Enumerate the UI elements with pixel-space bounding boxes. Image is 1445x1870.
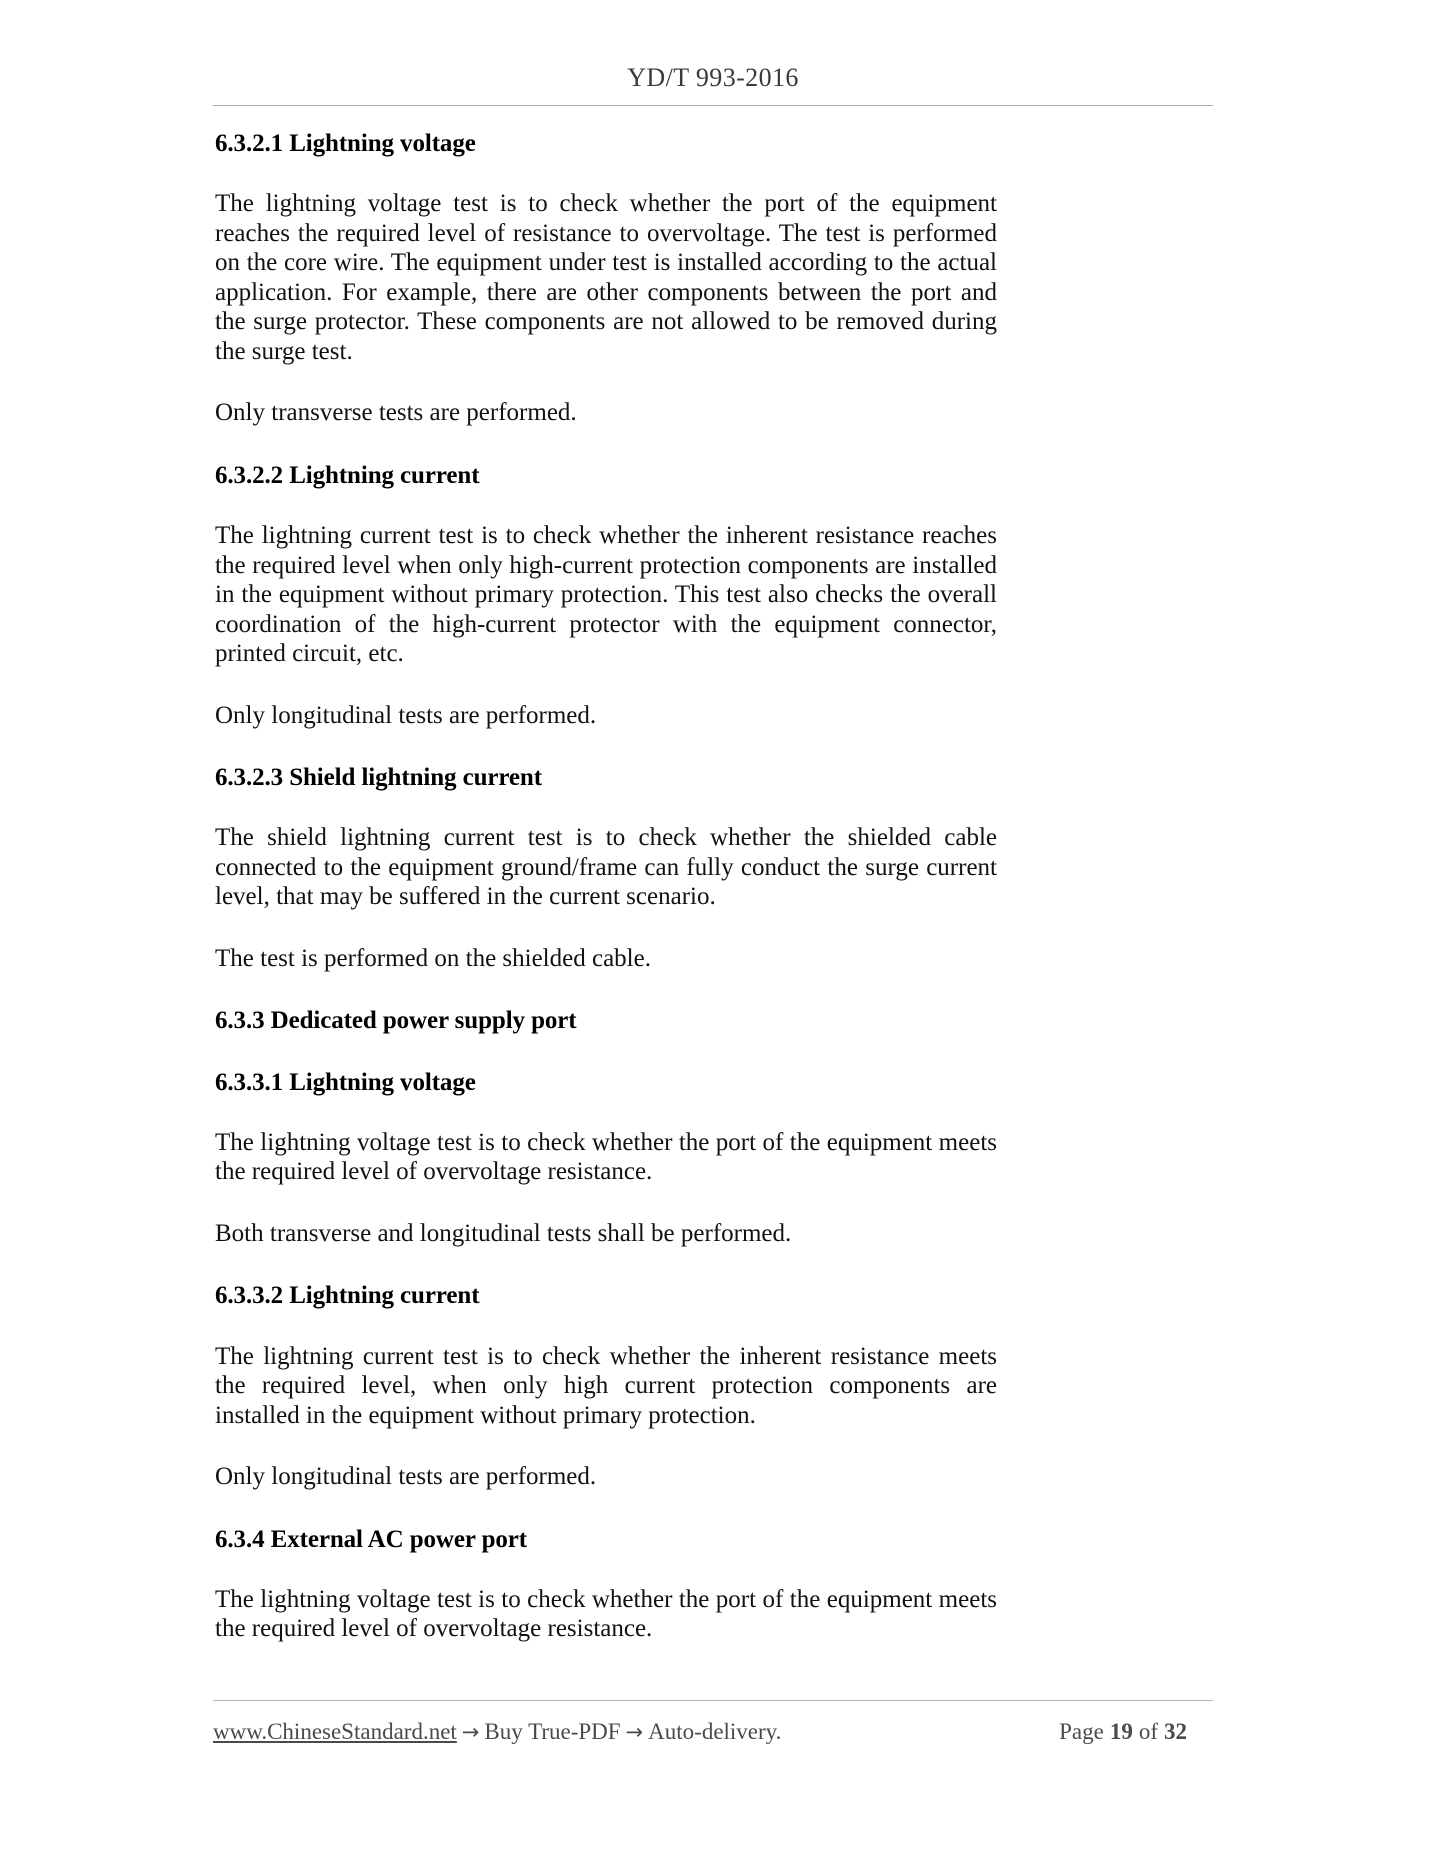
spacer: [215, 730, 997, 762]
paragraph-6-3-2-3-b: The test is performed on the shielded cable.: [215, 944, 651, 972]
header-divider: [213, 105, 1213, 106]
footer-delivery-text: Auto-delivery.: [648, 1719, 782, 1744]
section-heading-6-3-3-2: 6.3.3.2 Lightning current: [215, 1282, 480, 1310]
paragraph-6-3-2-2-a: The lightning current test is to check whether the inherent resistance reaches the required level when only high-current protection components are installed in the equipment without primary protection. This test also checks the overall coordination of the high-current protector with the equipment connector, printed circuit, etc.: [215, 522, 997, 667]
spacer: [215, 669, 997, 701]
footer-divider: [213, 1700, 1213, 1701]
paragraph-6-3-3-1-a: The lightning voltage test is to check whether the port of the equipment meets the required level of overvoltage resistance.: [215, 1128, 997, 1186]
section-heading-6-3-2-2: 6.3.2.2 Lightning current: [215, 461, 480, 489]
section-heading-6-3-3-1: 6.3.3.1 Lightning voltage: [215, 1068, 476, 1096]
document-standard-number: YD/T 993-2016: [627, 63, 799, 92]
footer-buy-text: Buy True-PDF: [484, 1719, 621, 1744]
paragraph-6-3-3-1-b: Both transverse and longitudinal tests shall be performed.: [215, 1219, 792, 1247]
page-header: [213, 62, 1213, 106]
spacer: [215, 366, 997, 398]
spacer: [215, 1492, 997, 1524]
section-heading-6-3-2-1: 6.3.2.1 Lightning voltage: [215, 130, 476, 157]
paragraph-6-3-2-1-b: Only transverse tests are performed.: [215, 399, 577, 427]
footer-promo: [213, 1719, 781, 1745]
paragraph-6-3-4-a: The lightning voltage test is to check whether the port of the equipment meets the required level of overvoltage resistance.: [215, 1585, 997, 1643]
document-content: [215, 128, 997, 1644]
spacer: [215, 428, 997, 460]
total-page-number: 32: [1164, 1719, 1187, 1744]
paragraph-6-3-2-2-b: Only longitudinal tests are performed.: [215, 701, 597, 729]
page-label: Page: [1059, 1719, 1104, 1744]
spacer: [215, 491, 997, 521]
spacer: [215, 973, 997, 1005]
spacer: [215, 1037, 997, 1067]
current-page-number: 19: [1109, 1719, 1133, 1744]
section-heading-6-3-2-3: 6.3.2.3 Shield lightning current: [215, 764, 542, 791]
section-heading-6-3-3: 6.3.3 Dedicated power supply port: [215, 1007, 577, 1035]
spacer: [215, 1187, 997, 1219]
spacer: [215, 1312, 997, 1342]
spacer: [215, 159, 997, 189]
section-heading-6-3-4: 6.3.4 External AC power port: [215, 1525, 527, 1553]
paragraph-6-3-3-2-a: The lightning current test is to check whether the inherent resistance meets the required level, when only high current protection components are installed in the equipment without primary protection.: [215, 1342, 997, 1429]
spacer: [215, 1098, 997, 1128]
spacer: [215, 793, 997, 823]
spacer: [215, 1248, 997, 1280]
page-footer: [213, 1700, 1213, 1745]
footer-row: [213, 1719, 1213, 1745]
paragraph-6-3-2-1-a: The lightning voltage test is to check whether the port of the equipment reaches the required level of resistance to overvoltage. The test is performed on the core wire. The equipment under test is installed according to the actual application. For example, there are other components between the port and the surge protector. These components are not allowed to be removed during the surge test.: [215, 190, 997, 365]
right-arrow-icon: →: [461, 1720, 480, 1744]
paragraph-6-3-2-3-a: The shield lightning current test is to check whether the shielded cable connected to the equipment ground/frame can fully conduct the surge current level, that may be suffered in the current scenario.: [215, 824, 997, 911]
spacer: [215, 1430, 997, 1462]
paragraph-6-3-3-2-b: Only longitudinal tests are performed.: [215, 1463, 597, 1490]
of-label: of: [1138, 1719, 1158, 1744]
right-arrow-icon: →: [625, 1720, 644, 1744]
page-indicator: [1057, 1719, 1213, 1745]
spacer: [215, 912, 997, 944]
chinesestandard-link[interactable]: www.ChineseStandard.net: [213, 1719, 457, 1744]
spacer: [215, 1555, 997, 1585]
